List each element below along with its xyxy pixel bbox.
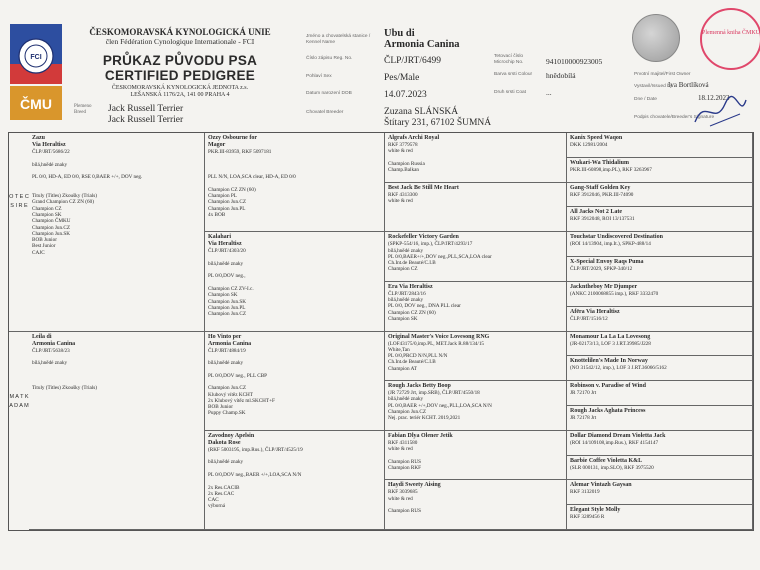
org-member: člen Fédération Cynologique Internationale - FCI bbox=[105, 37, 255, 46]
ancestor-detail: 2x Klubový vítěz ml.SKCHT+F bbox=[208, 397, 275, 404]
dog-name-line1: Ubu di bbox=[384, 28, 415, 39]
ancestor-detail: RKF 4311580 bbox=[388, 439, 418, 446]
ancestor-detail: ČLP/JRT/5686/22 bbox=[32, 149, 70, 155]
ancestor-detail: ČLP/JRT/1516/12 bbox=[570, 315, 608, 322]
ancestor-detail: RKF 3779578 bbox=[388, 142, 418, 148]
ancestor-detail: PL 0/0,PRCD N/N,PLL N/N bbox=[388, 353, 448, 360]
ancestor-detail: Champion Jun.CZ bbox=[208, 385, 247, 392]
ancestor-detail: ČLP/JRT/2029, SPKP-340/12 bbox=[570, 266, 633, 273]
microchip-label: Tetovací číslo Microchip No. bbox=[494, 54, 524, 65]
gen3-ancestor-cell bbox=[385, 480, 567, 530]
ancestor-name: Zazu bbox=[32, 135, 46, 141]
ancestor-detail: Ch.Int.de Beauté/C.I.B bbox=[388, 260, 436, 267]
ancestor-name: Zavodnoy Apelsin bbox=[208, 432, 255, 439]
ancestor-name: Gang-Staff Golden Key bbox=[570, 184, 631, 191]
ancestor-detail: Champion RUS bbox=[388, 458, 422, 465]
ancestor-detail: bílá,hnědé znaky bbox=[388, 297, 424, 304]
ancestor-detail: Champion PL bbox=[208, 193, 237, 200]
ancestor-detail: Champion Russia bbox=[388, 160, 425, 167]
ancestor-name: Knottelilen's Made In Norway bbox=[570, 358, 648, 365]
ancestor-detail: white & red bbox=[388, 495, 413, 502]
ancestor-detail: PKR.III-60898,imp.PL), RKF 3263967 bbox=[570, 166, 652, 173]
gen3-ancestor-cell bbox=[385, 232, 567, 282]
ancestor-detail: JR 72178 Jrt bbox=[570, 414, 597, 421]
coat-value: ... bbox=[546, 88, 552, 97]
ancestor-detail: ČLP/JRT/4884/19 bbox=[208, 347, 246, 354]
ancestor-detail: PL 0/0,DOV neg.,BAER +/+,LOA,SCA N/N bbox=[208, 471, 302, 478]
ancestor-detail: (SLR 000131, imp.SLO), RKF 3975520 bbox=[570, 464, 654, 471]
dob-label: Datum narození DOB bbox=[306, 91, 352, 96]
ancestor-detail: Champion Jun.CZ bbox=[208, 199, 247, 206]
gen3-ancestor-cell bbox=[385, 431, 567, 481]
ancestor-detail: (LOF43175/0,imp.PL, MET.Jack R.88/134/15 bbox=[388, 340, 485, 347]
ancestor-detail: PL 0/0,BAER+/+,DOV neg.,PLL,SCA,LOA clear bbox=[388, 253, 492, 260]
pedigree-book-stamp bbox=[700, 8, 760, 70]
ancestor-detail: Champion Jun.PL bbox=[208, 304, 246, 311]
ancestor-detail: RKF 3912046, PKR.III-74090 bbox=[570, 191, 634, 198]
ancestor-detail: (JR 72729 Jrt, imp.SRB), ČLP/JRT/4550/18 bbox=[388, 390, 480, 397]
gen3-ancestor-cell bbox=[385, 282, 567, 332]
ancestor-detail: Champion CZ bbox=[388, 266, 418, 273]
ancestor-detail: Via Heraltisz bbox=[32, 142, 66, 148]
ancestor-detail: JR 72170 Jrt bbox=[570, 390, 597, 397]
ancestor-detail: PL 0/0, HD-A, ED 0/0, RSE 0,BAER +/+, DOV neg. bbox=[32, 174, 143, 181]
ancestor-name: Haydi Sweety Aising bbox=[388, 482, 441, 489]
ancestor-detail: 2x Res.CAC bbox=[208, 490, 235, 497]
sex-label: Pohlaví Sex bbox=[306, 74, 332, 79]
ancestor-detail: Tituly (Titles) Zkoušky (Trials) bbox=[32, 385, 98, 392]
ancestor-detail: Armonia Canina bbox=[32, 340, 76, 347]
ancestor-detail: CAJC bbox=[32, 249, 45, 256]
breed-en: Jack Russell Terrier bbox=[108, 115, 184, 125]
issued-by-value: Iva Bortlíková bbox=[668, 81, 709, 89]
ancestor-name: Barbie Coffee Violetta K&L bbox=[570, 457, 643, 464]
ancestor-detail: PL 0/0,DOV neg., bbox=[208, 273, 246, 280]
ancestor-name: Monamour La La La Lovesong bbox=[570, 333, 651, 340]
gen1-ancestor-cell bbox=[29, 332, 205, 531]
ancestor-detail: PKR.III-83959, RKF 5097181 bbox=[208, 149, 272, 155]
gen4-ancestor-cell bbox=[567, 381, 753, 406]
issuer-name: ČESKOMORAVSKÁ KYNOLOGICKÁ JEDNOTA z.s. bbox=[111, 85, 249, 91]
ancestor-detail: (ANKC 2100068855 imp.), RKF 3332470 bbox=[570, 290, 659, 297]
svg-text:ČMU: ČMU bbox=[20, 96, 52, 112]
gen2-ancestor-cell bbox=[205, 133, 385, 232]
ancestor-detail: Tituly (Titles) Zkoušky (Trials) bbox=[32, 193, 98, 200]
ancestor-name: All Jacks Not 2 Late bbox=[570, 209, 622, 216]
signature-icon bbox=[690, 92, 750, 132]
dam-side-label: M A T K A D A M bbox=[9, 394, 29, 409]
ancestor-name: Original Master's Voice Lovesong RNG bbox=[388, 333, 490, 340]
ancestor-detail: Champion Jun.CZ bbox=[32, 224, 71, 231]
ancestor-name: Leila di bbox=[32, 333, 52, 340]
ancestor-detail: Puppy Champ.SK bbox=[208, 410, 246, 417]
ancestor-detail: 4x BOB bbox=[208, 211, 226, 218]
ancestor-detail: Nej. prac. teriér KCHT. 2019,2021 bbox=[388, 415, 461, 422]
ancestor-detail: Champion CZ ZN (60) bbox=[388, 309, 436, 316]
first-owner-label: Prvotní majitel/First Owner bbox=[634, 72, 691, 77]
gen3-ancestor-cell bbox=[385, 183, 567, 233]
ancestor-detail: Grand Champion CZ ZN (60) bbox=[32, 199, 94, 206]
issuer-address: LEŠANSKÁ 1176/2A, 141 00 PRAHA 4 bbox=[130, 92, 230, 98]
ancestor-detail: Champ.Balkan bbox=[388, 167, 419, 174]
ancestor-name: Alemar Vintazh Gaysan bbox=[570, 482, 632, 489]
ancestor-detail: PL 0/0,BAER +/+,DOV neg.,PLL,LOA,SCA N/N bbox=[388, 402, 492, 409]
ancestor-detail: (ROI 14/13904, imp.It.), SPKP-488/14 bbox=[570, 241, 651, 248]
title-cz: PRŮKAZ PŮVODU PSA bbox=[102, 53, 258, 68]
ancestor-detail: Champion CZ bbox=[32, 205, 62, 212]
issued-by-label: Vystavil/Issued by bbox=[634, 84, 673, 89]
issue-date: 18.12.2023 bbox=[698, 94, 730, 102]
ancestor-detail: BOB Junior bbox=[32, 237, 57, 244]
ancestor-detail: (NO 31542/12, imp.), LOF 3 J.RT.36066/5162 bbox=[570, 365, 667, 372]
ancestor-name: Afëra Via Heraltisz bbox=[570, 308, 620, 315]
ancestor-detail: bílá,hnědé znaky bbox=[388, 396, 424, 403]
ancestor-name: Wukari-Wa Thidalium bbox=[570, 159, 629, 166]
ancestor-detail: White,Tan bbox=[388, 346, 410, 353]
gen1-ancestor-cell bbox=[29, 133, 205, 332]
gen3-ancestor-cell bbox=[385, 133, 567, 183]
breed-label: Plemeno Breed bbox=[74, 104, 92, 115]
gen3-ancestor-cell bbox=[385, 332, 567, 382]
ancestor-detail: Champion SK bbox=[208, 292, 238, 299]
ancestor-detail: Champion RUS bbox=[388, 508, 422, 515]
ancestor-name: X-Special Envoy Raqs Puma bbox=[570, 259, 644, 266]
gen4-ancestor-cell bbox=[567, 158, 753, 183]
ancestor-detail: Champion RKF bbox=[388, 464, 422, 471]
ancestor-detail: Champion AT bbox=[388, 365, 417, 372]
gen3-ancestor-cell bbox=[385, 381, 567, 431]
name-label: Jméno a chovatelská stanice / Kennel Name bbox=[306, 34, 371, 45]
ancestor-detail: ČLP/JRT/5638/23 bbox=[32, 347, 70, 354]
fci-cmku-logo-icon bbox=[10, 24, 62, 120]
gen4-ancestor-cell bbox=[567, 406, 753, 431]
ancestor-detail: bílá,hnědé znaky bbox=[208, 260, 244, 267]
ancestor-detail: Champion Jun.CZ bbox=[388, 409, 427, 416]
ancestor-detail: CAC bbox=[208, 497, 219, 504]
gen4-ancestor-cell bbox=[567, 257, 753, 282]
org-name: ČESKOMORAVSKÁ KYNOLOGICKÁ UNIE bbox=[89, 27, 271, 37]
ancestor-detail: Champion CZ ZV-I.c. bbox=[208, 286, 254, 293]
ancestor-detail: BOB Junior bbox=[208, 404, 233, 411]
ancestor-detail: Champion Jun.SK bbox=[208, 298, 247, 305]
breed-cz: Jack Russell Terrier bbox=[108, 104, 184, 114]
ancestor-detail: Magor bbox=[208, 142, 226, 148]
gen4-ancestor-cell bbox=[567, 207, 753, 232]
ancestor-name: Jackntheboy Mr Djumper bbox=[570, 283, 638, 290]
ancestor-detail: RKF 3912048, ROI 13/137531 bbox=[570, 216, 635, 223]
gen4-ancestor-cell bbox=[567, 431, 753, 456]
title-en: CERTIFIED PEDIGREE bbox=[104, 68, 256, 83]
ancestor-detail: bílá,hnědé znaky bbox=[208, 459, 244, 466]
microchip-value: 941010000923005 bbox=[546, 57, 603, 66]
ancestor-detail: PL 0/0, DOV neg., DNA PLL clear bbox=[388, 303, 461, 310]
ancestor-detail: Champion ČMKU bbox=[32, 218, 71, 225]
ancestor-name: Ho Vinto per bbox=[208, 333, 242, 340]
color-label: Barva srsti Colour bbox=[494, 72, 533, 77]
ancestor-name: Rough Jacks Aghata Princess bbox=[570, 407, 646, 414]
gen4-ancestor-cell bbox=[567, 356, 753, 381]
ancestor-name: Touchstar Undiscovered Destination bbox=[570, 234, 663, 241]
issuer-block bbox=[80, 85, 280, 99]
dog-name-line2: Armonia Canina bbox=[384, 39, 460, 50]
ancestor-name: Robinson v. Paradise of Wind bbox=[570, 383, 646, 390]
ancestor-detail: Ch.Int.de Beauté/C.I.B bbox=[388, 359, 436, 366]
ancestor-detail: DKK 12981/2004 bbox=[570, 142, 608, 148]
ancestor-detail: bílá,hnědé znaky bbox=[32, 161, 68, 168]
ancestor-detail: ČLP/JRT/4303/20 bbox=[208, 248, 246, 255]
gen4-ancestor-cell bbox=[567, 232, 753, 257]
coat-label: Druh srsti Coat bbox=[494, 90, 526, 95]
gen2-ancestor-cell bbox=[205, 332, 385, 431]
ancestor-detail: Dakota Rose bbox=[208, 439, 241, 446]
stamp-text: Plemenná kniha ČMKU bbox=[702, 30, 760, 36]
gen4-ancestor-cell bbox=[567, 332, 753, 357]
ancestor-name: Kanix Speed Waqon bbox=[570, 135, 623, 141]
ancestor-detail: Via Heraltisz bbox=[208, 241, 242, 248]
ancestor-detail: Champion SK bbox=[388, 316, 418, 323]
gen4-ancestor-cell bbox=[567, 183, 753, 208]
ancestor-detail: Armonia Canina bbox=[208, 340, 252, 347]
ancestor-detail: 2x Res.CACIB bbox=[208, 484, 240, 491]
ancestor-detail: RKF 3289456 R bbox=[570, 514, 605, 521]
gen2-ancestor-cell bbox=[205, 232, 385, 331]
pedigree-table bbox=[8, 132, 754, 531]
ancestor-name: Elegant Style Molly bbox=[570, 507, 621, 514]
date-label: Dne / Date bbox=[634, 97, 657, 102]
svg-text:FCI: FCI bbox=[30, 54, 42, 61]
ancestor-detail: white & red bbox=[388, 148, 413, 155]
ancestor-detail: white & red bbox=[388, 197, 413, 204]
ancestor-detail: (SPKP-554/16, imp.), ČLP/JRT/4293/17 bbox=[388, 241, 473, 248]
ancestor-detail: Champion Jun.PL bbox=[208, 205, 246, 212]
ancestor-detail: bílá,hnědé znaky bbox=[388, 247, 424, 254]
color-value: hnědobílá bbox=[546, 71, 576, 80]
gen4-ancestor-cell bbox=[567, 307, 753, 332]
ancestor-detail: (ROI 14/109108,imp.Rus.), RKF 4154147 bbox=[570, 439, 659, 446]
ancestor-detail: PL 0/0,DOV neg., PLL CBP bbox=[208, 372, 268, 379]
dob-value: 14.07.2023 bbox=[384, 90, 427, 100]
gen4-ancestor-cell bbox=[567, 456, 753, 481]
signature-label: Podpis chovatele/Breeder's Signature bbox=[634, 115, 715, 120]
ancestor-detail: výborná bbox=[208, 503, 225, 510]
ancestor-name: Best Jack Be Still Me Heart bbox=[388, 184, 459, 191]
gen4-ancestor-cell bbox=[567, 133, 753, 158]
ancestor-detail: Champion CZ ZN (60) bbox=[208, 186, 256, 193]
ancestor-detail: Champion SK bbox=[32, 211, 62, 218]
ancestor-detail: RKF 3039685 bbox=[388, 489, 418, 496]
ancestor-detail: Champion Jun.SK bbox=[32, 230, 71, 237]
hologram-seal-icon bbox=[632, 14, 680, 62]
sire-side-label: O T E C S I R E bbox=[9, 194, 29, 209]
ancestor-name: Rockefeller Victory Garden bbox=[388, 234, 459, 241]
ancestor-name: Dollar Diamond Dream Violetta Jack bbox=[570, 432, 666, 439]
ancestor-name: Era Via Heraltisz bbox=[388, 283, 433, 290]
ancestor-name: Algrafs Archi Royal bbox=[388, 135, 440, 141]
ancestor-detail: white & red bbox=[388, 446, 413, 453]
ancestor-detail: Best Junior bbox=[32, 243, 56, 250]
ancestor-name: Fabian Dlya Olener Jetik bbox=[388, 432, 453, 439]
organization-header bbox=[80, 28, 280, 46]
ancestor-detail: Klubový vítěz KCHT bbox=[208, 391, 253, 398]
breeder-name: Zuzana SLÁNSKÁ bbox=[384, 107, 459, 117]
ancestor-detail: (JR-02173/13, LOF 3 J.RT.39985/J228 bbox=[570, 340, 651, 347]
gen4-ancestor-cell bbox=[567, 282, 753, 307]
ancestor-name: Ozzy Osbourne for bbox=[208, 135, 257, 141]
ancestor-detail: bílá,hnědé znaky bbox=[208, 360, 244, 367]
breeder-address: Štítary 231, 67102 ŠUMNÁ bbox=[384, 118, 492, 128]
ancestor-detail: PLL N/N, LOA,SCA clear, HD-A, ED 0/0 bbox=[208, 174, 296, 181]
reg-label: Číslo zápisu Reg. No. bbox=[306, 56, 353, 61]
ancestor-detail: (RKF 5003195, imp.Rus.), ČLP/JRT/4525/19 bbox=[208, 446, 303, 453]
ancestor-name: Rough Jacks Betty Boop bbox=[388, 383, 451, 390]
ancestor-detail: Champion Jun.CZ bbox=[208, 311, 247, 318]
gen4-ancestor-cell bbox=[567, 480, 753, 505]
sire-dam-divider bbox=[9, 331, 29, 332]
ancestor-detail: bílá,hnědé znaky bbox=[32, 360, 68, 367]
sex-value: Pes/Male bbox=[384, 73, 420, 83]
breeder-info bbox=[384, 107, 491, 129]
ancestor-detail: RKF 4313300 bbox=[388, 191, 418, 198]
ancestor-detail: ČLP/JRT/2843/16 bbox=[388, 290, 426, 297]
gen4-ancestor-cell bbox=[567, 505, 753, 530]
reg-number: ČLP/JRT/6499 bbox=[384, 56, 441, 66]
ancestor-name: Kalahari bbox=[208, 234, 232, 241]
breed-value bbox=[108, 104, 183, 126]
breeder-label: Chovatel Breeder bbox=[306, 110, 344, 115]
document-title bbox=[80, 53, 280, 83]
ancestor-detail: RKF 3132019 bbox=[570, 489, 600, 496]
gen2-ancestor-cell bbox=[205, 431, 385, 530]
dog-name bbox=[384, 28, 460, 50]
